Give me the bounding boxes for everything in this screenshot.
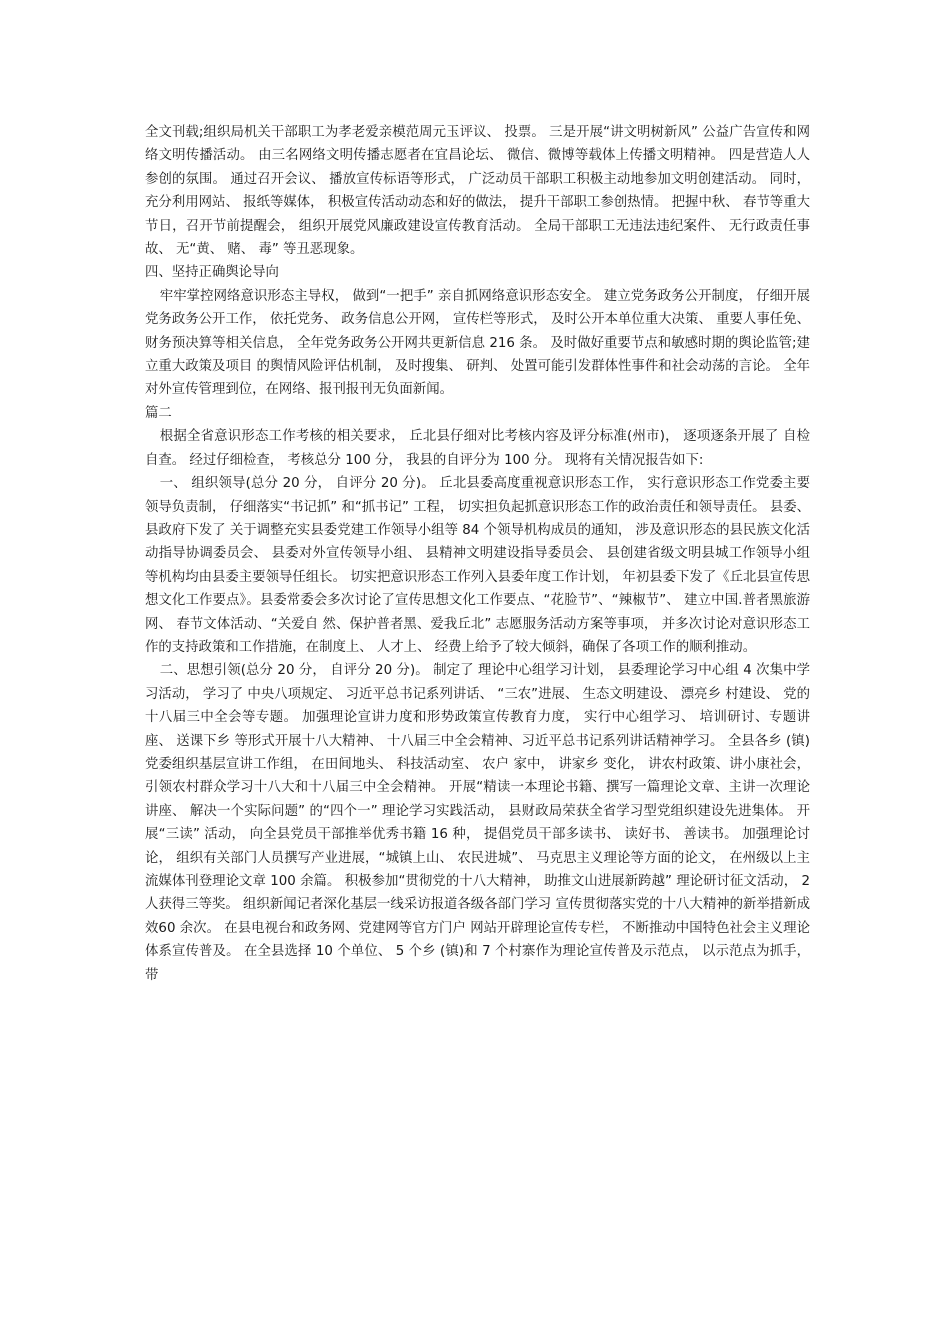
paragraph-network-ideology: 牢牢掌控网络意识形态主导权， 做到“一把手” 亲自抓网络意识形态安全。 建立党务政务公开制度， 仔细开展党务政务公开工作， 依托党务、 政务信息公开网， 宣传栏等形式， 及时公开本单位重大决策、 重要人事任免、 财务预决算等相关信息， 全年党务政务公开网共更新信息 216 条。 及时做好重要节点和敏感时期的舆论监管;建立重大政策及项目 的舆情风险评估机制， 及时搜集、 研判、 处置可能引发群体性事件和社会动荡的言论。 全年对外宣传管理到位，在网络、报刊报刊无负面新闻。 (145, 288, 810, 398)
paragraph-organizational-leadership: 一、 组织领导(总分 20 分， 自评分 20 分)。 丘北县委高度重视意识形态工作， 实行意识形态工作党委主要领导负责制， 仔细落实“书记抓” 和“抓书记” 工程， 切实担负起抓意识形态工作的政治责任和领导责任。 县委、 县政府下发了 关于调整充实县委党建工作领导小组等 84 个领导机构成员的通知， 涉及意识形态的县民族文化活动指导协调委员会、 县委对外宣传领导小组、 县精神文明建设指导委员会、 县创建省级文明县城工作领导小组等机构均由县委主要领导任组长。 切实把意识形态工作列入县委年度工作计划， 年初县委下发了《丘北县宣传思想文化工作要点》。县委常委会多次讨论了宣传思想文化工作要点、“花脸节”、“辣椒节”、 建立中国.普者黑旅游网、 春节文体活动、“关爱自 然、保护普者黑、爱我丘北” 志愿服务活动方案等事项， 并多次讨论对意识形态工作的支持政策和工作措施，在制度上、 人才上、 经费上给予了较大倾斜，确保了各项工作的顺利推动。 (145, 476, 810, 655)
document-page (145, 121, 810, 987)
section-heading-part-two: 篇二 (145, 405, 172, 421)
paragraph-self-assessment-intro: 根据全省意识形态工作考核的相关要求， 丘北县仔细对比考核内容及评分标准(州市)， 逐项逐条开展了 自检自查。 经过仔细检查， 考核总分 100 分， 我县的自评分为 100 分。 现将有关情况报告如下: (145, 429, 810, 468)
paragraph-civilization-activities: 全文刊载;组织局机关干部职工为孝老爱亲模范周元玉评议、 投票。 三是开展“讲文明树新风” 公益广告宣传和网络文明传播活动。 由三名网络文明传播志愿者在宜昌论坛、 微信、微博等载体上传播文明精神。 四是营造人人参创的氛围。 通过召开会议、 播放宣传标语等形式， 广泛动员干部职工积极主动地参加文明创建活动。 同时， 充分利用网站、 报纸等媒体， 积极宣传活动动态和好的做法， 提升干部职工参创热情。 把握中秋、 春节等重大节日，召开节前提醒会， 组织开展党风廉政建设宣传教育活动。 全局干部职工无违法违纪案件、 无行政责任事故、 无“黄、 赌、 毒” 等丑恶现象。 (145, 125, 810, 258)
paragraph-ideological-guidance: 二、思想引领(总分 20 分， 自评分 20 分)。 制定了 理论中心组学习计划， 县委理论学习中心组 4 次集中学习活动， 学习了 中央八项规定、 习近平总书记系列讲话、 “三农”进展、 生态文明建设、 漂亮乡 村建设、 党的十八届三中全会等专题。 加强理论宣讲力度和形势政策宣传教育力度， 实行中心组学习、 培训研讨、专题讲座、 送课下乡 等形式开展十八大精神、 十八届三中全会精神、习近平总书记系列讲话精神学习。 全县各乡 (镇)党委组织基层宣讲工作组， 在田间地头、 科技活动室、 农户 家中， 讲家乡 变化， 讲农村政策、讲小康社会， 引领农村群众学习十八大和十八届三中全会精神。 开展“精读一本理论书籍、撰写一篇理论文章、主讲一次理论讲座、 解决一个实际问题” 的“四个一” 理论学习实践活动， 县财政局荣获全省学习型党组织建设先进集体。 开展“三读” 活动， 向全县党员干部推举优秀书籍 16 种， 提倡党员干部多读书、 读好书、 善读书。 加强理论讨论， 组织有关部门人员撰写产业进展，“城镇上山、 农民进城”、 马克思主义理论等方面的论文， 在州级以上主流媒体刊登理论文章 100 余篇。 积极参加“贯彻党的十八大精神， 助推文山进展新跨越” 理论研讨征文活动， 2 人获得三等奖。 组织新闻记者深化基层一线采访报道各级各部门学习 宣传贯彻落实党的十八大精神的新举措新成效60 余次。 在县电视台和政务网、党建网等官方门户 网站开辟理论宣传专栏， 不断推动中国特色社会主义理论体系宣传普及。 在全县选择 10 个单位、 5 个乡 (镇)和 7 个村寨作为理论宣传普及示范点， 以示范点为抓手， 带 (145, 663, 810, 983)
section-heading-public-opinion: 四、坚持正确舆论导向 (145, 265, 279, 281)
